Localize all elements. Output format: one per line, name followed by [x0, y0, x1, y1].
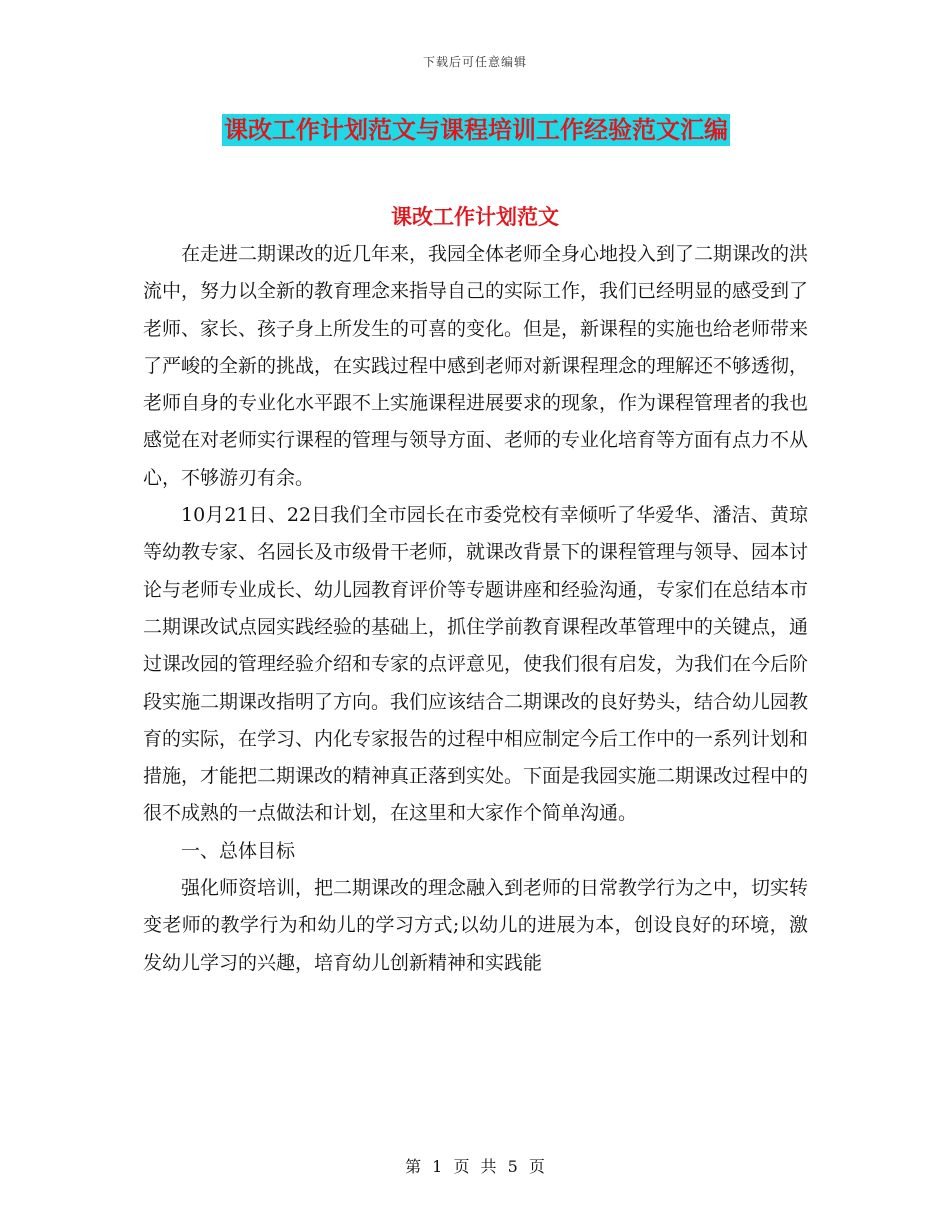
section-title: 课改工作计划范文 [391, 204, 559, 229]
paragraph: 强化师资培训，把二期课改的理念融入到老师的日常教学行为之中，切实转变老师的教学行为和幼儿的学习方式;以幼儿的进展为本，创设良好的环境，激发幼儿学习的兴趣，培育幼儿创新精神和实践能 [143, 877, 809, 974]
main-title: 课改工作计划范文与课程培训工作经验范文汇编 [224, 115, 728, 144]
paragraph: 10月21日、22日我们全市园长在市委党校有幸倾听了华爱华、潘洁、黄琼等幼教专家、名园长及市级骨干老师，就课改背景下的课程管理与领导、园本讨论与老师专业成长、幼儿园教育评价等专题讲座和经验沟通，专家们在总结本市二期课改试点园实践经验的基础上，抓住学前教育课程改革管理中的关键点，通过课改园的管理经验介绍和专家的点评意见，使我们很有启发，为我们在今后阶段实施二期课改指明了方向。我们应该结合二期课改的良好势头，结合幼儿园教育的实际，在学习、内化专家报告的过程中相应制定今后工作中的一系列计划和措施，才能把二期课改的精神真正落到实处。下面是我园实施二期课改过程中的很不成熟的一点做法和计划，在这里和大家作个简单沟通。 [143, 504, 809, 825]
main-title-container [222, 114, 782, 146]
header-note: 下载后可任意编辑 [422, 55, 527, 69]
paragraph: 在走进二期课改的近几年来，我园全体老师全身心地投入到了二期课改的洪流中，努力以全新的教育理念来指导自己的实际工作，我们已经明显的感受到了老师、家长、孩子身上所发生的可喜的变化。但是，新课程的实施也给老师带来了严峻的全新的挑战，在实践过程中感到老师对新课程理念的理解还不够透彻，老师自身的专业化水平跟不上实施课程进展要求的现象，作为课程管理者的我也感觉在对老师实行课程的管理与领导方面、老师的专业化培育等方面有点力不从心，不够游刃有余。 [143, 243, 809, 489]
page-indicator: 第 1 页 共 5 页 [405, 1157, 545, 1176]
body-text [143, 222, 808, 982]
paragraph: 一、总体目标 [181, 839, 296, 862]
